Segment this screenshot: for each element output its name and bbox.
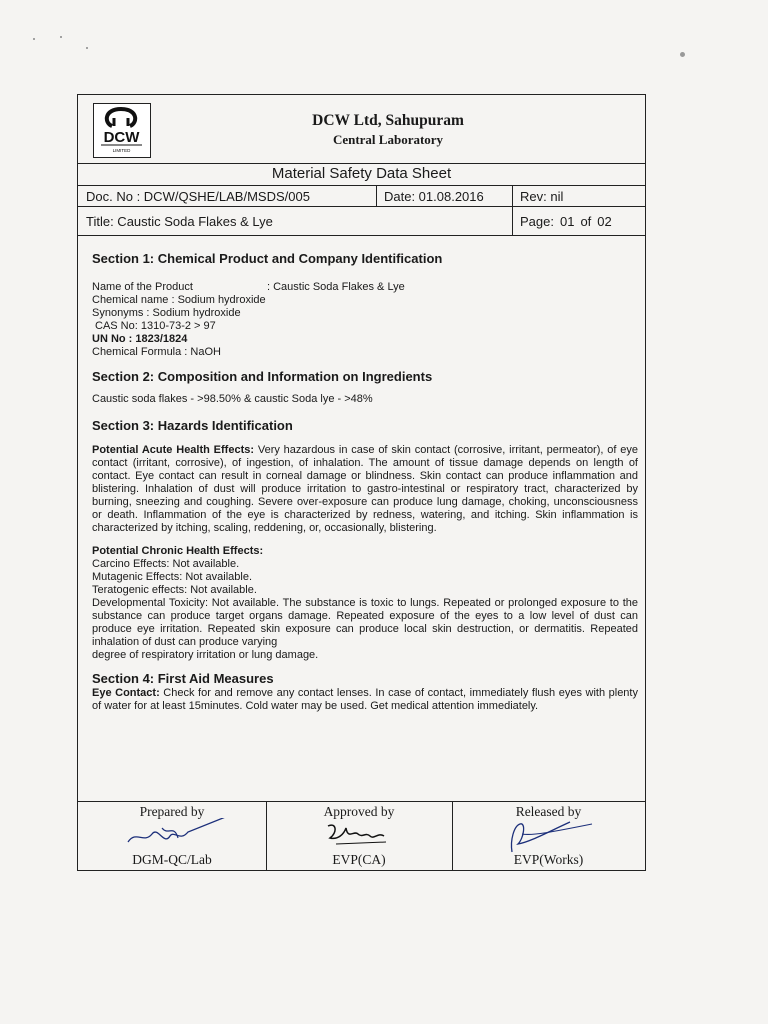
section2-heading: Section 2: Composition and Information on Ingredients [92, 369, 433, 384]
acute-effects-paragraph [92, 444, 638, 535]
acute-effects-text: Very hazardous in case of skin contact (corrosive, irritant, permeator), of eye contact (irritant, corrosive), of ingestion, of inhalation. The amount of tissue damage depends on length of contact. Eye contact can result in corneal damage or blindness. Skin contact can produce inflammation and blistering. Inhalation of dust will produce irritation to gastro-intestinal or respiratory tract, characterized by burning, sneezing and coughing. Severe over-exposure can produce lung damage, choking, unconsciousness or death. Inflammation of the eye is characterized by redness, watering, and itching. Skin inflammation is characterized by itching, scaling, reddening, or, occasionally, blistering. [92, 444, 638, 534]
scan-speck [86, 47, 88, 49]
prepared-signature-icon [78, 818, 266, 854]
prepared-by-role: DGM-QC/Lab [132, 852, 212, 867]
company-logo [93, 103, 151, 158]
chronic-effects-label: Potential Chronic Health Effects: [92, 545, 264, 557]
composition-text: Caustic soda flakes - >98.50% & caustic Soda lye - >48% [92, 393, 373, 405]
approved-by-cell [266, 802, 452, 871]
teratogenic-effects: Teratogenic effects: Not available. [92, 584, 257, 596]
section1-content [92, 281, 638, 359]
developmental-toxicity-cont: degree of respiratory irritation or lung damage. [92, 649, 319, 661]
chemical-formula: Chemical Formula : NaOH [92, 346, 221, 358]
un-number: UN No : 1823/1824 [92, 333, 188, 345]
doc-info-row [78, 186, 645, 207]
approved-by-role: EVP(CA) [332, 852, 386, 867]
company-block [238, 111, 538, 149]
product-value: : Caustic Soda Flakes & Lye [267, 281, 405, 293]
scan-speck [60, 36, 62, 38]
dcw-logo-icon [94, 104, 149, 156]
company-name: DCW Ltd, Sahupuram [312, 112, 464, 129]
signature-block [78, 801, 645, 871]
carcino-effects: Carcino Effects: Not available. [92, 558, 240, 570]
doc-title: Material Safety Data Sheet [78, 163, 645, 186]
developmental-toxicity: Developmental Toxicity: Not available. The substance is toxic to lungs. Repeated or prolonged exposure to the substance can produce target organs damage. Repeated exposure of the eyes to a low level of dust can produce eye irritation. Repeated skin exposure can produce local skin destruction, or dermatitis. Repeated inhalation of dust can produce varying [92, 597, 638, 648]
page-of: of [580, 213, 592, 229]
scan-speck [680, 52, 685, 57]
msds-document [77, 94, 646, 871]
product-label: Name of the Product [92, 281, 193, 293]
synonyms: Synonyms : Sodium hydroxide [92, 307, 241, 319]
doc-title-row [78, 207, 645, 236]
eye-contact-paragraph [92, 687, 638, 713]
page-total: 02 [597, 213, 612, 229]
eye-contact-text: Check for and remove any contact lenses. In case of contact, immediately flush eyes with plenty of water for at least 15minutes. Cold water may be used. Get medical attention immediately. [92, 687, 638, 712]
logo-text: DCW [103, 129, 140, 146]
section3-heading: Section 3: Hazards Identification [92, 418, 293, 433]
released-by-cell [452, 802, 645, 871]
prepared-by-cell [78, 802, 266, 871]
logo-subtext: LIMITED [112, 148, 131, 153]
released-by-role: EVP(Works) [513, 852, 584, 867]
approved-signature-icon [266, 818, 452, 854]
scan-speck [33, 38, 35, 40]
section1-heading: Section 1: Chemical Product and Company Identification [92, 251, 443, 266]
chemical-name: Chemical name : Sodium hydroxide [92, 294, 266, 306]
doc-revision: Rev: nil [520, 188, 564, 204]
released-signature-icon [452, 818, 645, 854]
prepared-by-label: Prepared by [139, 804, 205, 819]
acute-effects-label: Potential Acute Health Effects: [92, 444, 255, 456]
released-by-label: Released by [515, 804, 582, 819]
page-number: 01 [559, 213, 575, 229]
page-label: Page: [520, 213, 554, 229]
approved-by-label: Approved by [323, 804, 395, 819]
eye-contact-label: Eye Contact: [92, 687, 160, 699]
doc-date: Date: 01.08.2016 [384, 188, 484, 204]
section4-heading: Section 4: First Aid Measures [92, 671, 274, 686]
doc-subject: Title: Caustic Soda Flakes & Lye [86, 213, 273, 229]
doc-number: Doc. No : DCW/QSHE/LAB/MSDS/005 [86, 188, 310, 204]
document-body [92, 245, 638, 713]
cas-number: CAS No: 1310-73-2 > 97 [95, 320, 216, 332]
product-name-line [92, 281, 638, 294]
document-header [78, 95, 645, 164]
page-indicator [512, 207, 645, 235]
mutagenic-effects: Mutagenic Effects: Not available. [92, 571, 252, 583]
lab-name: Central Laboratory [332, 132, 444, 147]
